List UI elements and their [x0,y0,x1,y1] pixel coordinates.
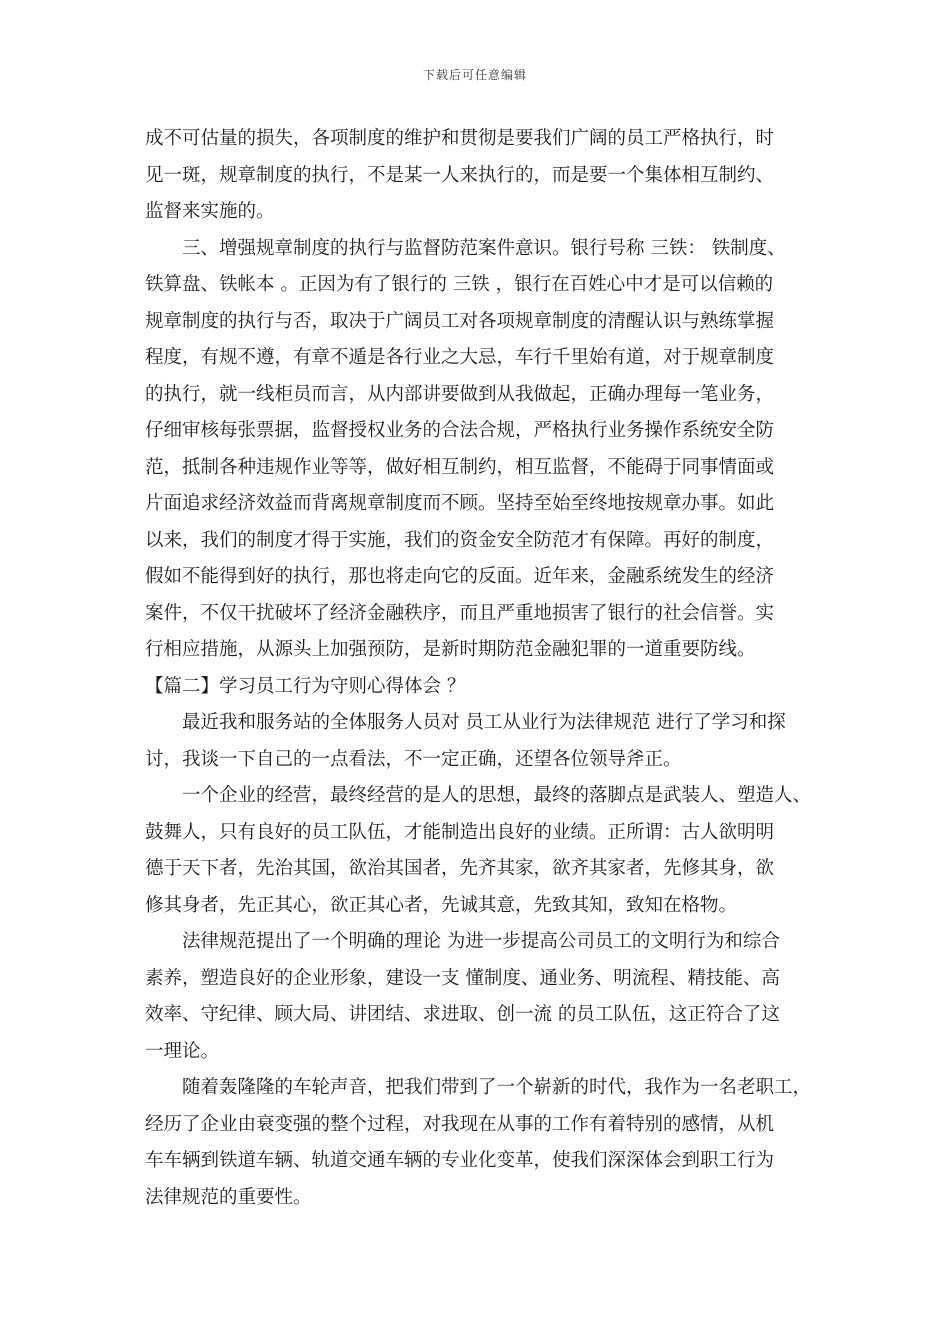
text-line: 规章制度的执行与否，取决于广阔员工对各项规章制度的清醒认识与熟练掌握 [145,310,775,332]
text-line: 程度，有规不遵，有章不遁是各行业之大忌，车行千里始有道，对于规章制度 [145,347,775,368]
text-line: 随着轰隆隆的车轮声音，把我们带到了一个崭新的时代，我作为一名老职工， [145,1077,812,1098]
text-line: 经历了企业由衰变强的整个过程，对我现在从事的工作有着特别的感情，从机 [145,1113,775,1135]
text-line: 效率、守纪律、顾大局、讲团结、求进取、创一流 的员工队伍，这正符合了这 [145,1004,780,1025]
text-line: 德于天下者，先治其国，欲治其国者，先齐其家，欲齐其家者，先修其身，欲 [145,858,775,879]
text-line: 行相应措施，从源头上加强预防，是新时期防范金融犯罪的一道重要防线。 [145,639,756,660]
text-line: 假如不能得到好的执行，那也将走向它的反面。近年来，金融系统发生的经济 [145,566,775,587]
text-line: 【篇二】学习员工行为守则心得体会 ？ [145,675,466,697]
text-line: 的执行，就一线柜员而言，从内部讲要做到从我做起，正确办理每一笔业务， [145,383,775,405]
text-line: 片面追求经济效益而背离规章制度而不顾。坚持至始至终地按规章办事。如此 [145,493,775,514]
text-line: 铁算盘、铁帐本 。正因为有了银行的 三铁 ，银行在百姓心中才是可以信赖的 [145,274,774,295]
text-line: 讨，我谈一下自己的一点看法，不一定正确，还望各位领导斧正。 [145,748,682,770]
text-line: 法律规范提出了一个明确的理论 为进一步提高公司员工的文明行为和综合 [145,931,780,952]
text-line: 一个企业的经营，最终经营的是人的思想，最终的落脚点是武装人、塑造人、 [145,785,812,806]
text-line: 素养，塑造良好的企业形象，建设一支 懂制度、通业务、明流程、精技能、高 [145,967,780,989]
document-body [145,121,817,1216]
text-line: 成不可估量的损失，各项制度的维护和贯彻是要我们广阔的员工严格执行，时 [145,128,775,149]
text-line: 见一斑，规章制度的执行，不是某一人来执行的，而是要一个集体相互制约、 [145,164,775,186]
text-line: 最近我和服务站的全体服务人员对 员工从业行为法律规范 进行了学习和探 [145,712,786,733]
text-line: 修其身者，先正其心，欲正其心者，先诚其意，先致其知，致知在格物。 [145,894,738,916]
text-line: 法律规范的重要性。 [145,1186,312,1208]
text-line: 三、增强规章制度的执行与监督防范案件意识。银行号称 三铁： 铁制度、 [145,237,786,259]
text-line: 鼓舞人，只有良好的员工队伍，才能制造出良好的业绩。正所谓：古人欲明明 [145,821,775,843]
text-line: 以来，我们的制度才得于实施，我们的资金安全防范才有保障。再好的制度， [145,529,775,551]
text-line: 案件，不仅干扰破坏了经济金融秩序，而且严重地损害了银行的社会信誉。实 [145,602,775,624]
page-header-note: 下载后可任意编辑 [422,68,527,82]
text-line: 范，抵制各种违规作业等等，做好相互制约，相互监督，不能碍于同事情面或 [145,456,775,478]
text-line: 监督来实施的。 [145,201,275,222]
text-line: 一理论。 [145,1040,220,1062]
text-line: 车车辆到铁道车辆、轨道交通车辆的专业化变革，使我们深深体会到职工行为 [145,1150,775,1171]
text-line: 仔细审核每张票据，监督授权业务的合法合规，严格执行业务操作系统安全防 [145,420,775,441]
